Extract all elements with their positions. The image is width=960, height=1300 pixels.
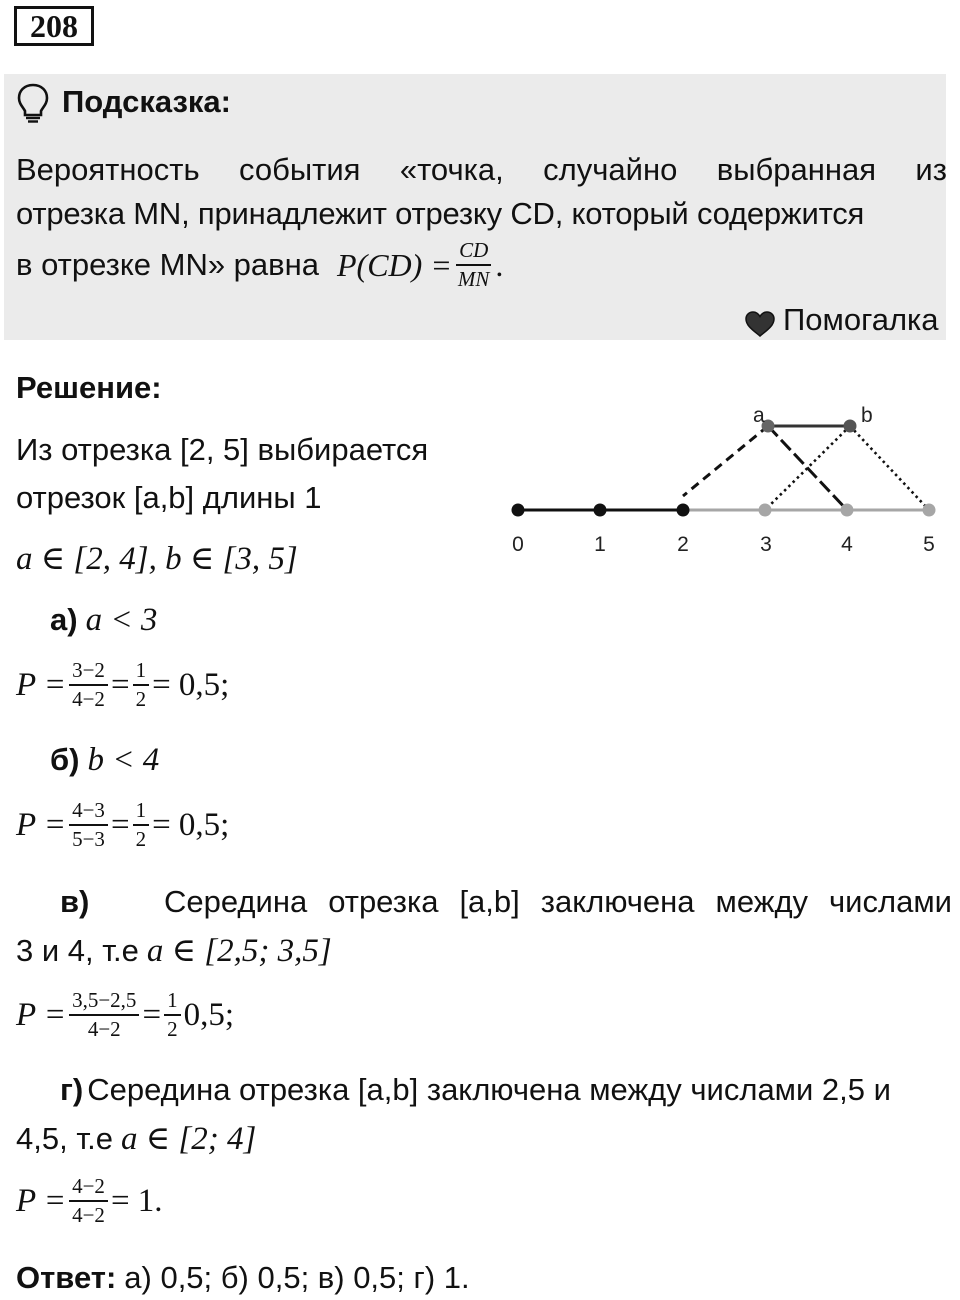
part-v-line-2-math: a ∈ [2,5; 3,5]	[146, 933, 332, 969]
part-g-line-2	[16, 1118, 256, 1158]
hint-formula-lhs: P(CD) =	[337, 246, 452, 283]
point-4	[841, 504, 854, 517]
hint-word: из	[915, 152, 947, 187]
part-b-fraction	[69, 800, 108, 850]
part-a-fraction-simplified	[133, 660, 150, 710]
tick-label-1: 1	[594, 533, 606, 556]
part-g-text: Середина отрезка [a,b] заключена между числами 2,5 и	[87, 1072, 891, 1107]
tick-label-0: 0	[512, 533, 524, 556]
hint-word: выбранная	[716, 152, 876, 187]
part-b-fraction-simplified	[133, 800, 150, 850]
tick-label-3: 3	[760, 533, 772, 556]
word: отрезка	[328, 884, 439, 919]
hint-word: «точка,	[399, 152, 504, 187]
word: Середина	[164, 884, 308, 919]
projection-b-right	[850, 426, 929, 510]
denominator: 2	[135, 687, 147, 711]
number-line-diagram	[500, 400, 950, 560]
part-v-result: 0,5;	[183, 996, 234, 1033]
word: [a,b]	[459, 884, 520, 919]
answer-label: Ответ:	[16, 1260, 117, 1295]
part-b-label: б)	[50, 742, 80, 777]
part-g-fraction	[69, 1176, 108, 1226]
hint-formula-denominator: MN	[457, 267, 490, 291]
hint-formula-fraction	[455, 240, 493, 290]
point-0	[512, 504, 525, 517]
numerator: 1	[133, 660, 150, 686]
part-g-label: г)	[60, 1072, 84, 1107]
part-v-line-1	[60, 884, 952, 920]
tick-label-4: 4	[841, 533, 853, 556]
domain-line: a ∈ [2, 4], b ∈ [3, 5]	[16, 541, 298, 577]
projection-a-left	[683, 426, 768, 496]
hint-line-3-text: в отрезке MN» равна	[16, 247, 319, 282]
hint-word: Вероятность	[16, 152, 200, 187]
projection-a-right	[768, 426, 847, 510]
hint-title: Подсказка:	[62, 84, 231, 119]
word: между	[715, 884, 809, 919]
denominator: 4−2	[72, 687, 105, 711]
part-g-line-2-math: a ∈ [2; 4]	[120, 1121, 257, 1157]
part-b-result: = 0,5;	[152, 806, 230, 843]
equals-sign: =	[142, 996, 162, 1033]
numerator: 3−2	[69, 660, 108, 686]
point-5	[923, 504, 936, 517]
intro-line-1: Из отрезка [2, 5] выбирается	[16, 432, 429, 467]
denominator: 4−2	[87, 1017, 121, 1041]
tick-label-5: 5	[923, 533, 935, 556]
part-g-p: P =	[16, 1182, 67, 1219]
point-3	[759, 504, 772, 517]
numerator: 1	[164, 990, 181, 1016]
part-a-result: = 0,5;	[152, 666, 230, 703]
part-a-condition: a < 3	[85, 602, 158, 638]
numerator: 3,5−2,5	[69, 990, 139, 1016]
hint-word: события	[239, 152, 361, 187]
task-number: 208	[14, 6, 94, 46]
part-g-line-2-text: 4,5, т.е	[16, 1121, 113, 1156]
lightbulb-icon	[16, 82, 50, 124]
solution-title: Решение:	[16, 370, 162, 405]
part-v-line-2-text: 3 и 4, т.е	[16, 933, 139, 968]
denominator: 2	[167, 1017, 178, 1041]
part-a-fraction	[69, 660, 108, 710]
equals-sign: =	[110, 666, 130, 703]
hint-formula-end: .	[495, 246, 504, 283]
word: заключена	[540, 884, 695, 919]
label-a: a	[753, 404, 765, 427]
heart-icon	[744, 310, 776, 338]
tick-label-2: 2	[677, 533, 689, 556]
hint-line-3	[16, 240, 503, 290]
part-g-result: = 1.	[110, 1182, 163, 1219]
part-a-label: а)	[50, 602, 78, 637]
point-1	[594, 504, 607, 517]
part-v-formula	[16, 990, 234, 1040]
part-a-formula	[16, 660, 229, 710]
part-b-condition: b < 4	[87, 742, 160, 778]
denominator: 4−2	[72, 1203, 105, 1227]
part-v-p: P =	[16, 996, 67, 1033]
hint-line-2: отрезка MN, принадлежит отрезку CD, который содержится	[16, 196, 865, 231]
part-v-line-2	[16, 930, 332, 970]
hint-line-1	[16, 152, 947, 188]
numerator: 4−2	[69, 1176, 108, 1202]
point-2	[677, 504, 690, 517]
part-b-p: P =	[16, 806, 67, 843]
word: числами	[829, 884, 952, 919]
part-a-p: P =	[16, 666, 67, 703]
part-g-formula	[16, 1176, 163, 1226]
label-b: b	[861, 404, 873, 427]
part-g-line-1	[60, 1072, 891, 1108]
brand-label: Помогалка	[783, 302, 939, 337]
intro-line-2: отрезок [a,b] длины 1	[16, 480, 322, 515]
part-v-fraction-simplified	[164, 990, 181, 1040]
hint-word: случайно	[543, 152, 678, 187]
part-b-formula	[16, 800, 229, 850]
part-a-heading	[50, 602, 157, 639]
numerator: 1	[133, 800, 150, 826]
answer-text: а) 0,5; б) 0,5; в) 0,5; г) 1.	[124, 1260, 470, 1295]
denominator: 2	[135, 827, 147, 851]
part-v-fraction	[69, 990, 139, 1040]
numerator: 4−3	[69, 800, 108, 826]
part-v-text	[164, 884, 952, 920]
equals-sign: =	[110, 806, 130, 843]
hint-formula-numerator: CD	[456, 240, 491, 266]
denominator: 5−3	[72, 827, 105, 851]
point-b	[844, 420, 857, 433]
part-v-label: в)	[60, 884, 90, 919]
part-b-heading	[50, 742, 159, 779]
answer-line	[16, 1260, 470, 1296]
